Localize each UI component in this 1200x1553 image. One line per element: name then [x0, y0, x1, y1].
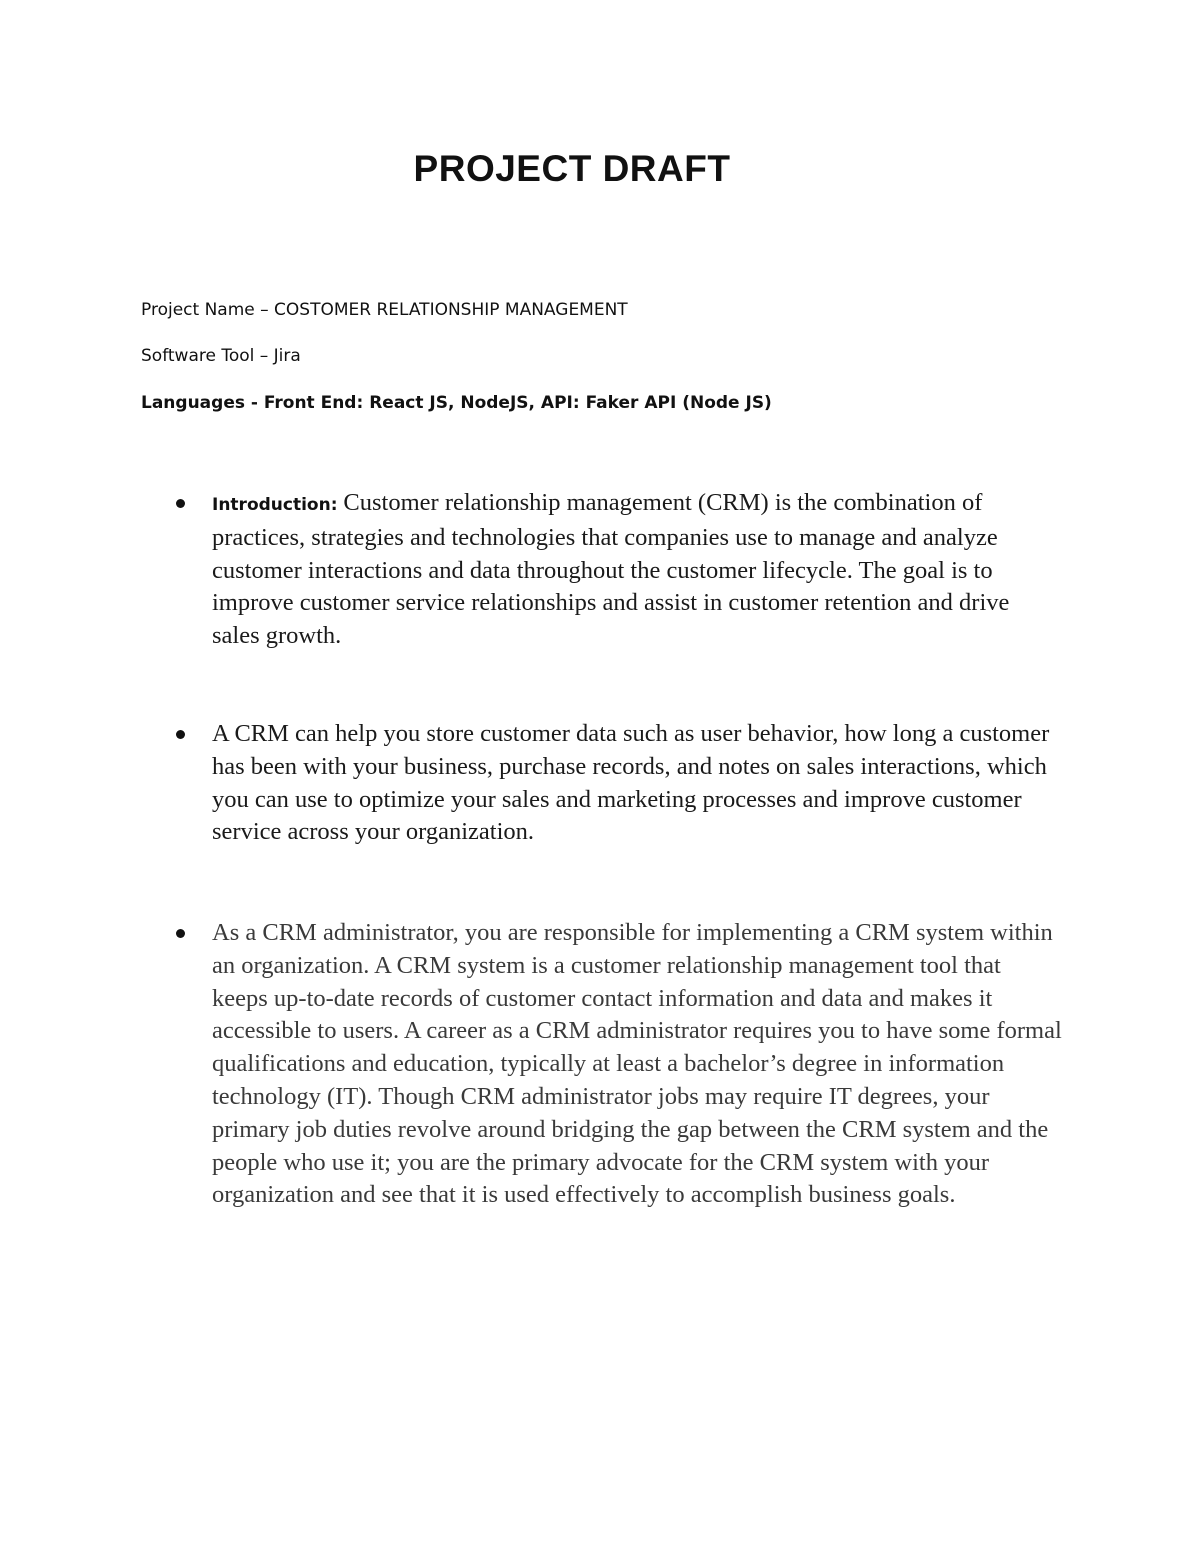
bullet-text: As a CRM administrator, you are responsible for implementing a CRM system within an organization. A CRM system is a customer relationship management tool that keeps up-to-date records of customer contact information and data and makes it accessible to users. A career as a CRM administrator requires you to have some formal qualifications and education, typically at least a bachelor’s degree in information technology (IT). Though CRM administrator jobs may require IT degrees, your primary job duties revolve around bridging the gap between the CRM system and the people who use it; you are the primary advocate for the CRM system with your organization and see that it is used effectively to accomplish business goals. [212, 919, 1062, 1209]
bullet-marker [176, 730, 185, 739]
software-tool-line: Software Tool – Jira [141, 346, 301, 366]
bullet-marker [176, 499, 185, 508]
project-name-line: Project Name – COSTOMER RELATIONSHIP MANAGEMENT [141, 300, 628, 320]
languages-line: Languages - Front End: React JS, NodeJS, API: Faker API (Node JS) [141, 393, 772, 413]
document-title: PROJECT DRAFT [413, 148, 731, 189]
bullet-text [212, 487, 1062, 653]
bullet-text: A CRM can help you store customer data such as user behavior, how long a customer has been with your business, purchase records, and notes on sales interactions, which you can use to optimize your sales and marketing processes and improve customer service across your organization. [212, 720, 1050, 846]
introduction-text: Customer relationship management (CRM) is the combination of practices, strategies and technologies that companies use to manage and analyze customer interactions and data throughout the customer lifecycle. The goal is to improve customer service relationships and assist in customer retention and drive sales growth. [212, 489, 1010, 650]
introduction-label: Introduction: [212, 495, 344, 515]
bullet-marker [176, 929, 185, 938]
